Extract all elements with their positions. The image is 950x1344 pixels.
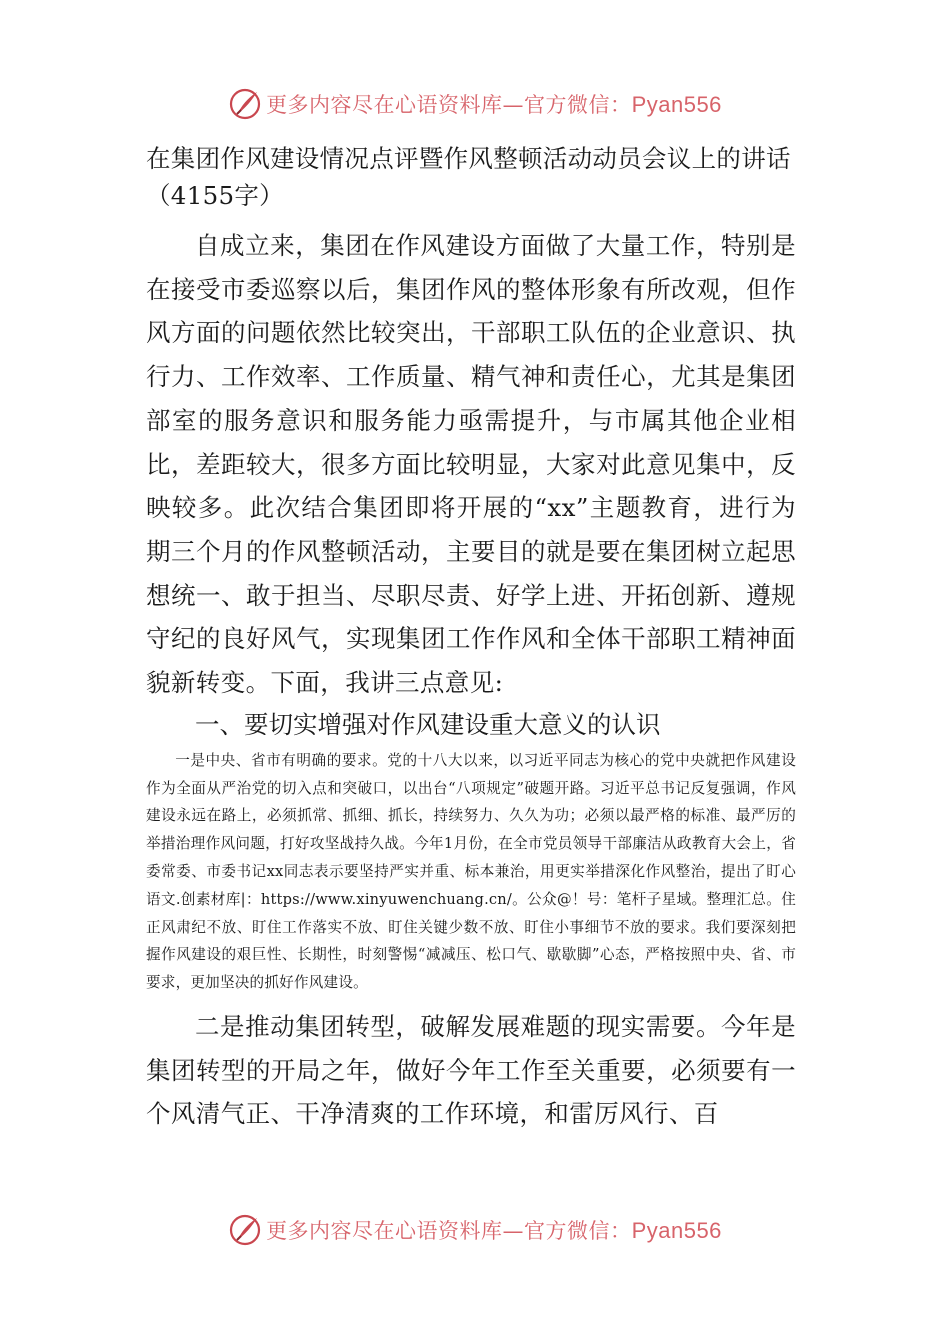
document-body xyxy=(146,140,796,1136)
banner-text: 更多内容尽在心语资料库—官方微信：Pyan556 xyxy=(266,1218,722,1243)
quill-logo-icon xyxy=(228,87,262,121)
footer-banner xyxy=(0,1210,950,1250)
header-banner xyxy=(0,84,950,124)
paragraph-point-2: 二是推动集团转型，破解发展难题的现实需要。今年是集团转型的开局之年，做好今年工作至关重要，必须要有一个风清气正、干净清爽的工作环境，和雷厉风行、百 xyxy=(146,1011,796,1129)
document-title: 在集团作风建设情况点评暨作风整顿活动动员会议上的讲话（4155字） xyxy=(146,144,791,210)
banner-text: 更多内容尽在心语资料库—官方微信：Pyan556 xyxy=(266,92,722,117)
paragraph-point-1: 一是中央、省市有明确的要求。党的十八大以来，以习近平同志为核心的党中央就把作风建设作为全面从严治党的切入点和突破口，以出台“八项规定”破题开路。习近平总书记反复强调，作风建设永远在路上，必须抓常、抓细、抓长，持续努力、久久为功；必须以最严格的标准、最严厉的举措治理作风问题，打好攻坚战持久战。今年1月份，在全市党员领导干部廉洁从政教育大会上，省委常委、市委书记xx同志表示要坚持严实并重、标本兼治，用更实举措深化作风整治，提出了盯心语文.创素材库|：https://www.xinyuwenchuang.cn/。公众@！号：笔杆子星域。整理汇总。住正风肃纪不放、盯住工作落实不放、盯住关键少数不放、盯住小事细节不放的要求。我们要深刻把握作风建设的艰巨性、长期性，时刻警惕“减减压、松口气、歇歇脚”心态，严格按照中央、省、市要求，更加坚决的抓好作风建设。 xyxy=(146,751,796,992)
section-heading-1: 一、要切实增强对作风建设重大意义的认识 xyxy=(195,709,661,739)
paragraph-intro: 自成立来，集团在作风建设方面做了大量工作，特别是在接受市委巡察以后，集团作风的整体形象有所改观，但作风方面的问题依然比较突出，干部职工队伍的企业意识、执行力、工作效率、工作质量、精气神和责任心，尤其是集团部室的服务意识和服务能力亟需提升，与市属其他企业相比，差距较大，很多方面比较明显，大家对此意见集中，反映较多。此次结合集团即将开展的“xx”主题教育，进行为期三个月的作风整顿活动，主要目的就是要在集团树立起思想统一、敢于担当、尽职尽责、好学上进、开拓创新、遵规守纪的良好风气，实现集团工作作风和全体干部职工精神面貌新转变。下面，我讲三点意见: xyxy=(146,231,796,698)
quill-logo-icon xyxy=(228,1213,262,1247)
